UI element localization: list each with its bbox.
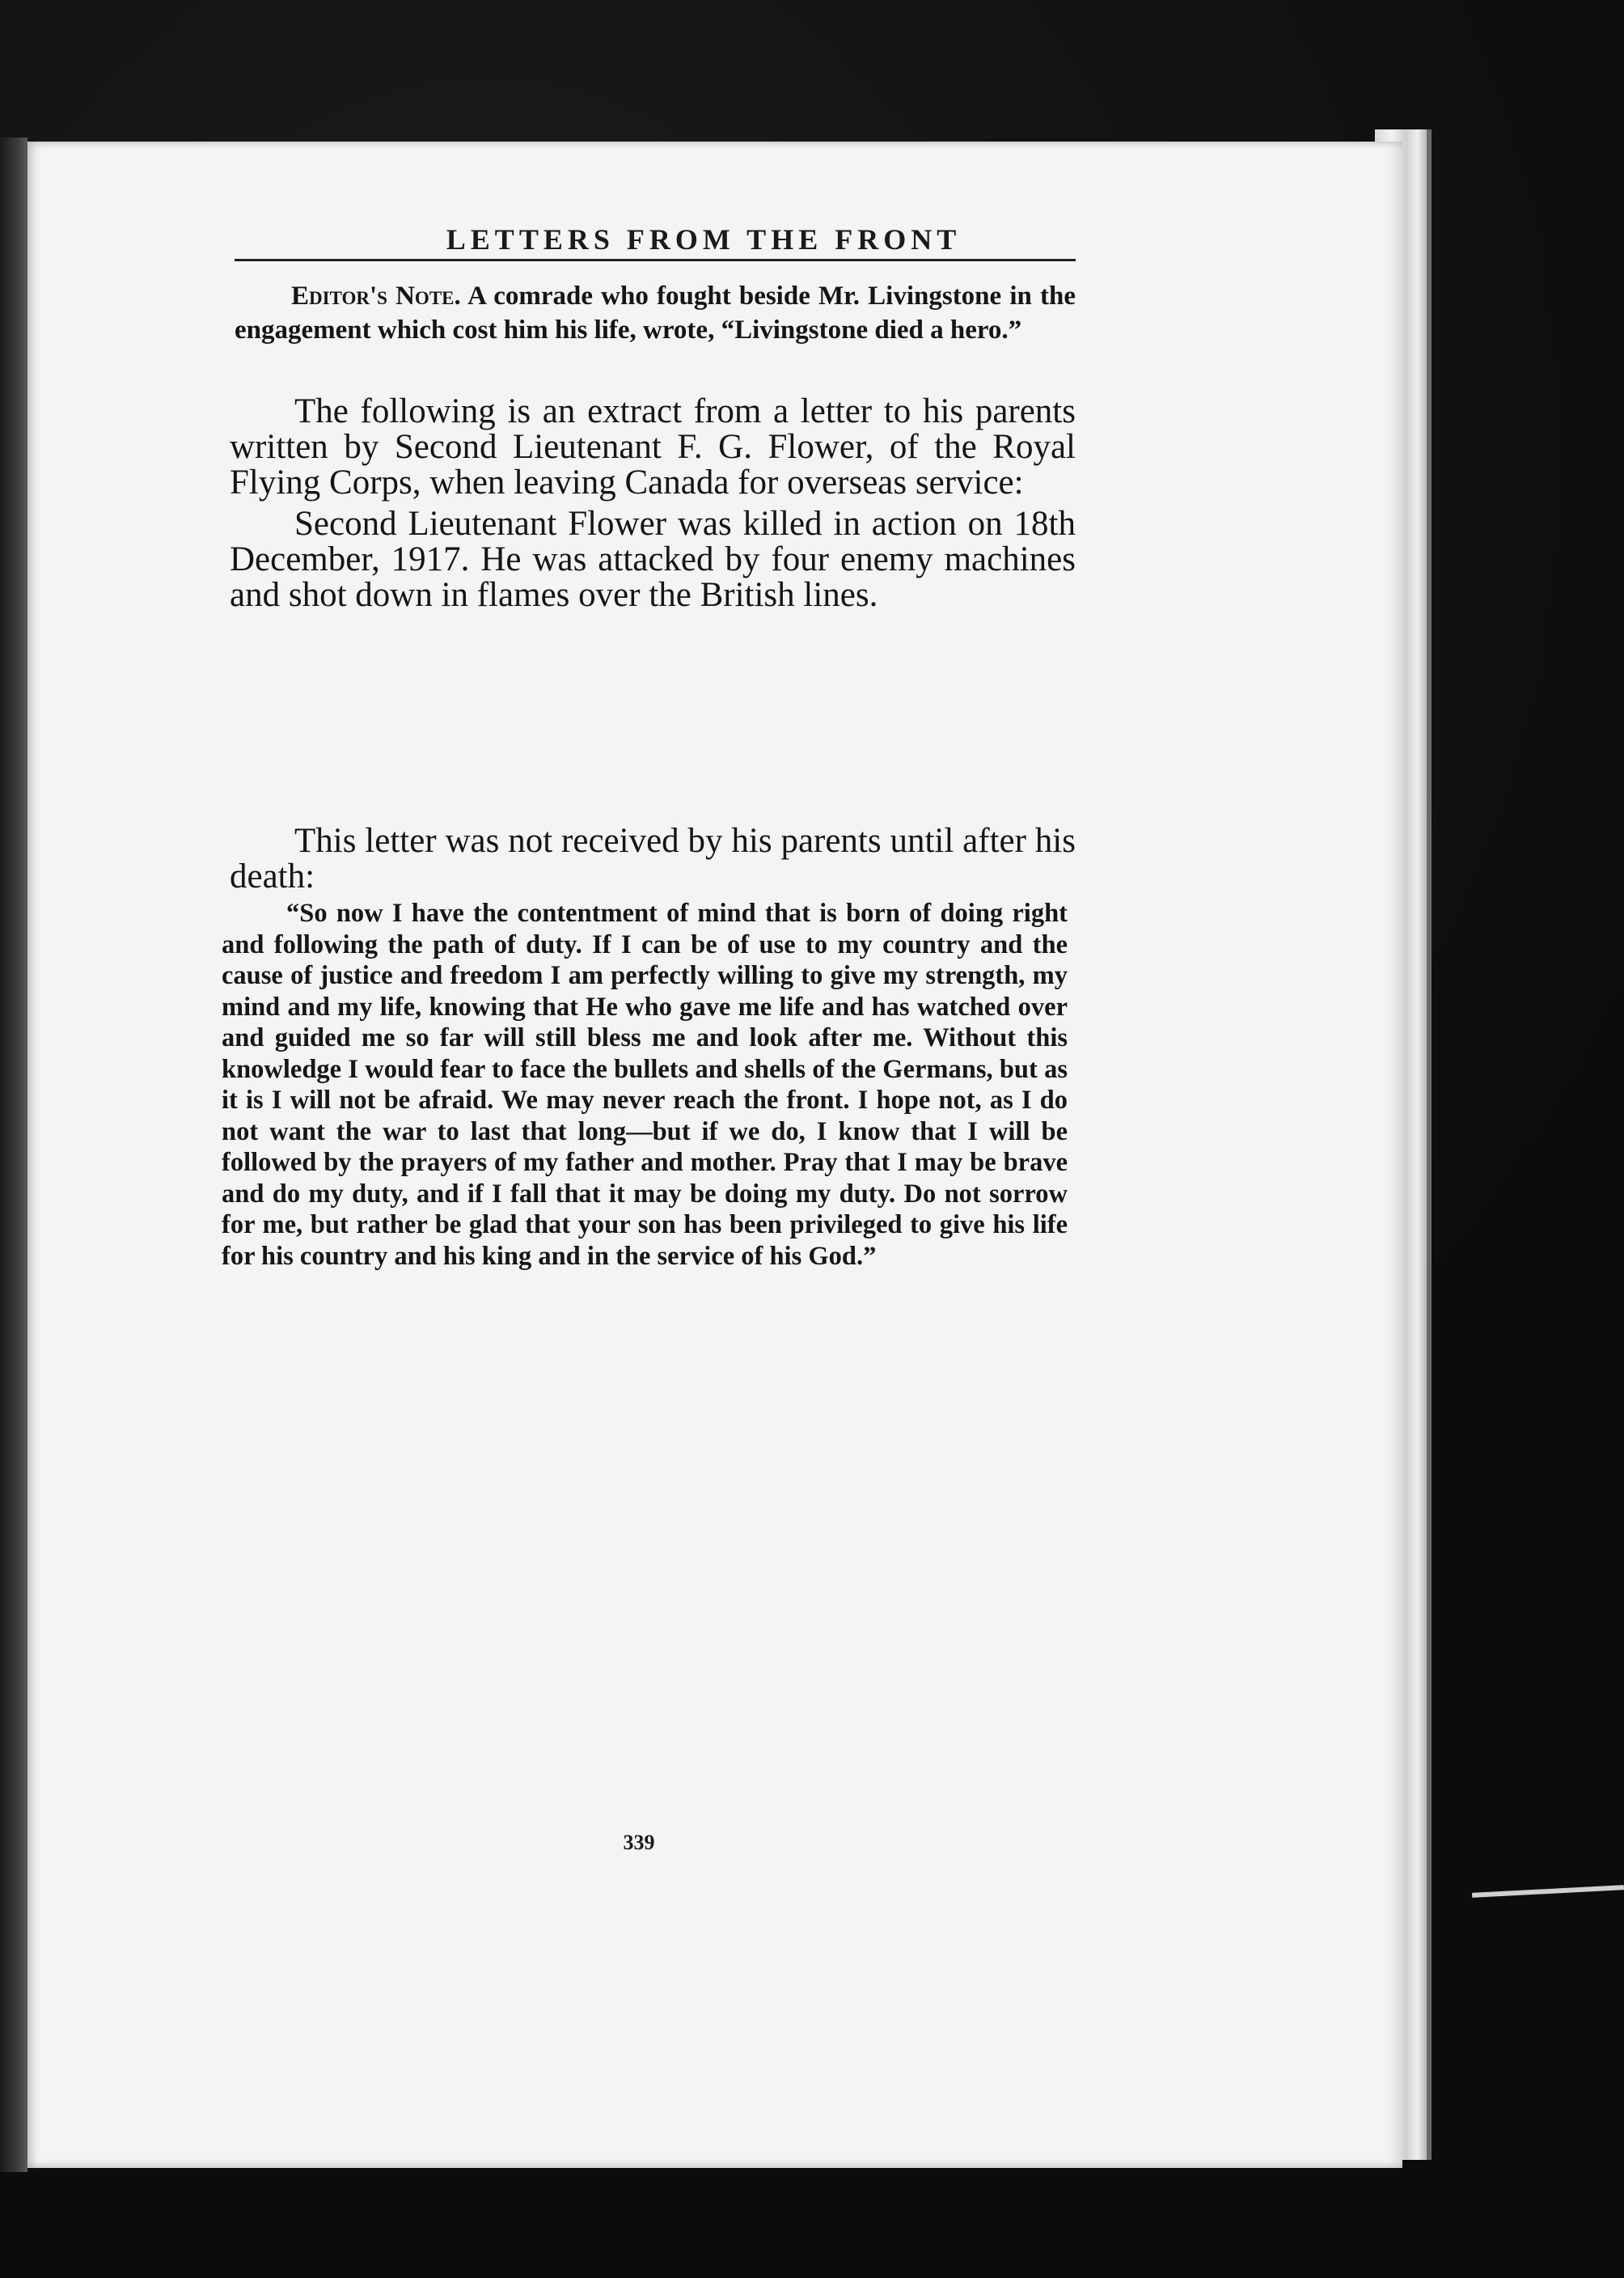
- death-notice-paragraph: Second Lieutenant Flower was killed in action on 18th December, 1917. He was attacked by four enemy machines and shot down in flames over the British lines.: [230, 505, 1076, 614]
- letter-extract: “So now I have the contentment of mind that is born of doing right and following the path of duty. If I can be of use to my country and the cause of justice and freedom I am perfectly willing to give my strength, my mind and my life, knowing that He who gave me life and has watched over and guided me so far will still bless me and look after me. Without this knowledge I would fear to face the bullets and shells of the Germans, but as it is I will not be afraid. We may never reach the front. I hope not, as I do not want the war to last that long—but if we do, I know that I will be followed by the prayers of my father and mother. Pray that I may be brave and do my duty, and if I fall that it may be doing my duty. Do not sorrow for me, but rather be glad that your son has been privileged to give his life for his country and his king and in the service of his God.”: [222, 899, 1068, 1271]
- editors-note: [235, 279, 1076, 347]
- receipt-paragraph: This letter was not received by his parents until after his death:: [230, 822, 1076, 896]
- editors-note-label: Editor's Note.: [291, 282, 461, 311]
- header-rule: [235, 259, 1076, 261]
- intro-paragraph: The following is an extract from a letter to his parents written by Second Lieutenant F. G. Flower, of the Royal Flying Corps, when leaving Canada for overseas service:: [230, 392, 1076, 502]
- editors-note-text: A comrade who fought beside Mr. Livingstone in the engagement which cost him his life, wrote, “Livingstone died a hero.”: [235, 282, 1076, 345]
- running-head: LETTERS FROM THE FRONT: [446, 223, 962, 256]
- book-binding: [0, 138, 27, 2172]
- page-number: 339: [623, 1831, 655, 1854]
